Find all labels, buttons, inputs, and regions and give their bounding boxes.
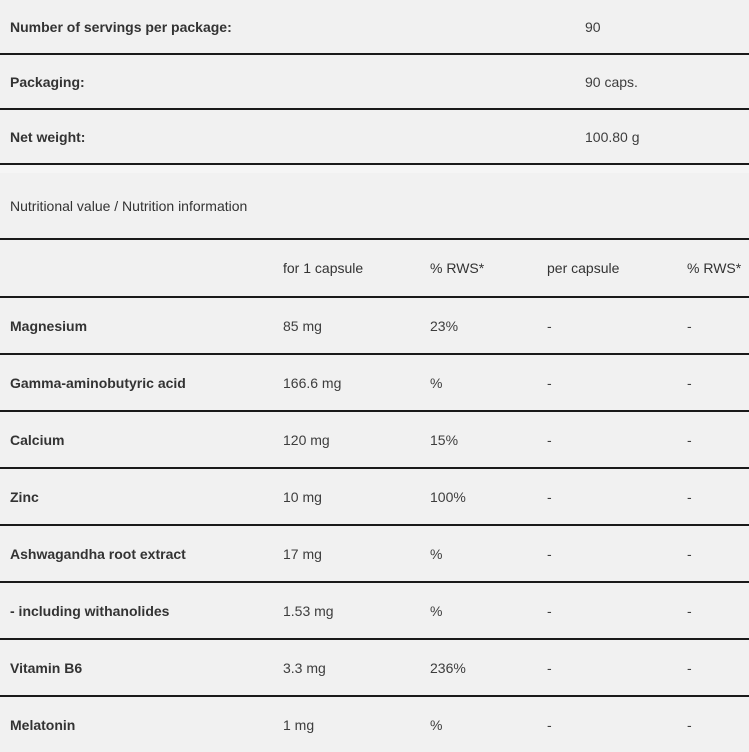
nutrient-name: Ashwagandha root extract xyxy=(10,545,186,562)
column-header-rws-2: % RWS* xyxy=(687,260,742,276)
nutrition-section-header xyxy=(0,173,749,240)
nutrient-rws-percent-2: - xyxy=(687,317,692,334)
nutrient-name: Magnesium xyxy=(10,317,88,334)
nutrient-row xyxy=(0,640,749,697)
nutrient-name: Gamma-aminobutyric acid xyxy=(10,374,186,391)
detail-row xyxy=(0,110,749,165)
nutrient-amount-per-1-capsule: 10 mg xyxy=(283,488,322,505)
nutrient-rws-percent-2: - xyxy=(687,488,692,505)
detail-label: Net weight: xyxy=(10,128,86,145)
nutrient-rws-percent-1: 236% xyxy=(430,659,466,676)
nutrient-rws-percent-1: % xyxy=(430,374,443,391)
nutrient-row xyxy=(0,583,749,640)
nutrient-amount-per-1-capsule: 17 mg xyxy=(283,545,322,562)
nutrient-name: Calcium xyxy=(10,431,65,448)
column-header-per-capsule: per capsule xyxy=(547,260,620,276)
nutrient-name: Vitamin B6 xyxy=(10,659,83,676)
nutrition-table-header-row xyxy=(0,240,749,298)
product-details-table xyxy=(0,0,749,165)
nutrient-rws-percent-1: % xyxy=(430,602,443,619)
nutrient-amount-per-1-capsule: 120 mg xyxy=(283,431,330,448)
nutrient-rws-percent-1: 100% xyxy=(430,488,466,505)
nutrient-rws-percent-1: 15% xyxy=(430,431,459,448)
nutrient-amount-per-capsule: - xyxy=(547,488,552,505)
detail-label: Number of servings per package: xyxy=(10,18,232,35)
nutrient-rws-percent-2: - xyxy=(687,602,692,619)
nutrient-amount-per-capsule: - xyxy=(547,374,552,391)
nutrition-table-body xyxy=(0,298,749,752)
nutrient-rws-percent-2: - xyxy=(687,374,692,391)
nutrient-amount-per-1-capsule: 166.6 mg xyxy=(283,374,342,391)
nutrient-amount-per-capsule: - xyxy=(547,659,552,676)
nutrient-row xyxy=(0,412,749,469)
nutrient-rws-percent-1: 23% xyxy=(430,317,459,334)
section-divider-gap xyxy=(0,165,749,173)
nutrient-rws-percent-1: % xyxy=(430,545,443,562)
detail-value: 90 caps. xyxy=(585,73,638,90)
nutrition-table xyxy=(0,240,749,752)
nutrient-amount-per-1-capsule: 85 mg xyxy=(283,317,322,334)
column-header-rws-1: % RWS* xyxy=(430,260,485,276)
nutrient-name: Melatonin xyxy=(10,716,76,733)
detail-row xyxy=(0,0,749,55)
nutrient-rws-percent-2: - xyxy=(687,431,692,448)
nutrient-amount-per-capsule: - xyxy=(547,317,552,334)
nutrient-amount-per-1-capsule: 3.3 mg xyxy=(283,659,326,676)
nutrient-row xyxy=(0,526,749,583)
detail-label: Packaging: xyxy=(10,73,85,90)
nutrient-name: Zinc xyxy=(10,488,39,505)
nutrient-amount-per-1-capsule: 1.53 mg xyxy=(283,602,334,619)
nutrient-rws-percent-2: - xyxy=(687,659,692,676)
nutrient-row xyxy=(0,298,749,355)
detail-value: 100.80 g xyxy=(585,128,640,145)
nutrient-amount-per-capsule: - xyxy=(547,716,552,733)
nutrient-amount-per-capsule: - xyxy=(547,431,552,448)
nutrient-row xyxy=(0,697,749,752)
nutrient-rws-percent-2: - xyxy=(687,716,692,733)
nutrient-rws-percent-2: - xyxy=(687,545,692,562)
nutrient-amount-per-1-capsule: 1 mg xyxy=(283,716,315,733)
nutrient-row xyxy=(0,469,749,526)
nutrient-amount-per-capsule: - xyxy=(547,602,552,619)
nutrient-rws-percent-1: % xyxy=(430,716,443,733)
column-header-for-1-capsule: for 1 capsule xyxy=(283,260,364,276)
nutrient-name: - including withanolides xyxy=(10,602,170,619)
nutrient-amount-per-capsule: - xyxy=(547,545,552,562)
detail-row xyxy=(0,55,749,110)
nutrient-row xyxy=(0,355,749,412)
nutrition-section-title: Nutritional value / Nutrition information xyxy=(10,197,248,214)
detail-value: 90 xyxy=(585,18,601,35)
